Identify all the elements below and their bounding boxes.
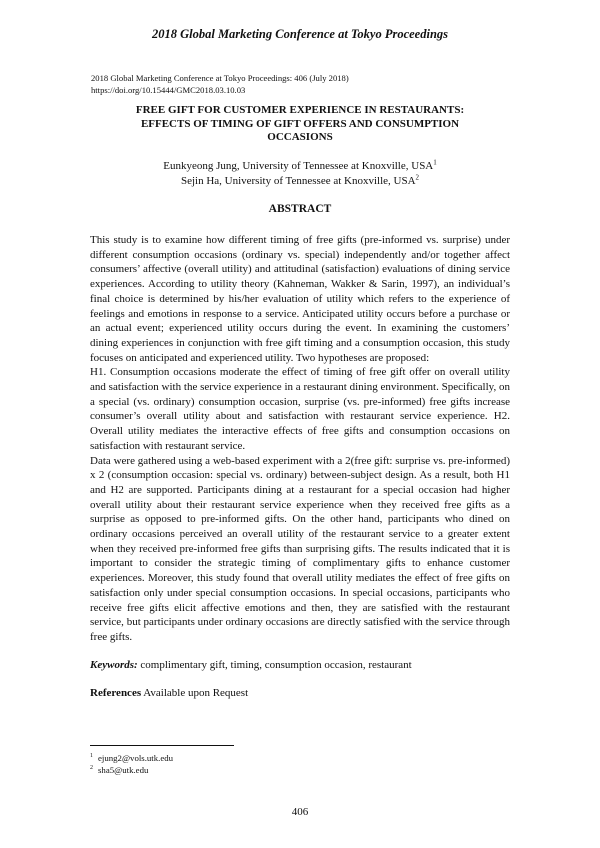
author-line: [0, 159, 600, 174]
abstract-heading: ABSTRACT: [268, 203, 332, 215]
footnote-divider: [90, 745, 234, 746]
abstract-body: [90, 233, 510, 645]
references-text: Available upon Request: [143, 687, 249, 699]
doi-line: https://doi.org/10.15444/GMC2018.03.10.03: [91, 85, 246, 95]
author-name: Eunkyeong Jung, University of Tennessee at Knoxville, USA: [163, 160, 434, 172]
running-header: 2018 Global Marketing Conference at Tokyo Proceedings: [151, 27, 449, 41]
author-list: [0, 159, 600, 189]
author-name: Sejin Ha, University of Tennessee at Knoxville, USA: [180, 175, 416, 187]
footnote-email[interactable]: ejung2@vols.utk.edu: [98, 753, 174, 763]
citation-block: [91, 72, 349, 96]
footnotes: [90, 752, 173, 776]
title-line: OCCASIONS: [267, 131, 333, 143]
abstract-paragraph: This study is to examine how different timing of free gifts (pre-informed vs. surprise) under different consumption occasions (ordinary vs. special) independently and/or together affect consumers’ affective (overall utility) and attitudinal (satisfaction) evaluations of dining service experiences. According to utility theory (Kahneman, Wakker & Sarin, 1997), an individual’s final choice is determined by his/her evaluation of utility which refers to the experience of feelings and emotions in response to a service. Anticipated utility occurs before a purchase or an actual event; experienced utility occurs during the event. In examining the customers’ dining experiences in conjunction with free gift timing and a consumption occasion, this study focuses on anticipated and experienced utility. Two hypotheses are proposed:: [90, 234, 510, 364]
footnote-marker: 2: [415, 173, 420, 182]
footnote-marker: 1: [433, 158, 437, 167]
footnote-number: 2: [90, 765, 93, 772]
citation-line: 2018 Global Marketing Conference at Tokyo Proceedings: 406 (July 2018): [91, 73, 349, 83]
footnote-email[interactable]: sha5@utk.edu: [98, 765, 149, 775]
footnote-item: [90, 752, 173, 764]
footnote-number: 1: [90, 753, 93, 760]
keywords-label: Keywords:: [90, 659, 138, 671]
references-line: [90, 686, 510, 700]
title-line: EFFECTS OF TIMING OF GIFT OFFERS AND CONSUMPTION: [140, 117, 460, 130]
abstract-paragraph: H1. Consumption occasions moderate the effect of timing of free gift offer on overall utility and satisfaction with the service experience in a restaurant dining environment. Specifically, on a special (vs. ordinary) consumption occasion, surprise (vs. pre-informed) free gifts increase consumer’s overall utility about and satisfaction with restaurant service experience. H2. Overall utility mediates the interactive effects of free gifts and consumption occasions on satisfaction with restaurant service.: [90, 366, 510, 452]
abstract-paragraph: Data were gathered using a web-based experiment with a 2(free gift: surprise vs. pre-informed) x 2 (consumption occasion: special vs. ordinary) between-subject design. As a result, both H1 and H2 are supported. Participants dining at a restaurant for a special occasion had higher overall utility about their restaurant service experience when they received free gifts as a surprise as opposed to pre-informed gifts. On the other hand, participants who dined on ordinary occasions perceived an overall utility of the restaurant service to a greater extent when they received pre-informed free gifts than surprising gifts. The results indicated that it is important to consider the strategic timing of complimentary gifts to enhance customer experiences. Moreover, this study found that overall utility mediates the effect of free gifts on satisfaction only under special consumption occasions. In special occasions, participants who receive free gifts elicit affective emotions and then, they are satisfied with the restaurant service, but participants under ordinary occasions are directly satisfied with the service through free gifts.: [90, 454, 510, 643]
references-label: References: [90, 687, 142, 699]
paper-title: [80, 104, 520, 145]
footnote-item: [90, 764, 173, 776]
keywords-line: [90, 658, 510, 672]
title-line: FREE GIFT FOR CUSTOMER EXPERIENCE IN RESTAURANTS:: [135, 104, 465, 116]
author-line: [0, 174, 600, 189]
page-number: 406: [291, 806, 309, 818]
keywords-text: complimentary gift, timing, consumption occasion, restaurant: [140, 659, 412, 671]
